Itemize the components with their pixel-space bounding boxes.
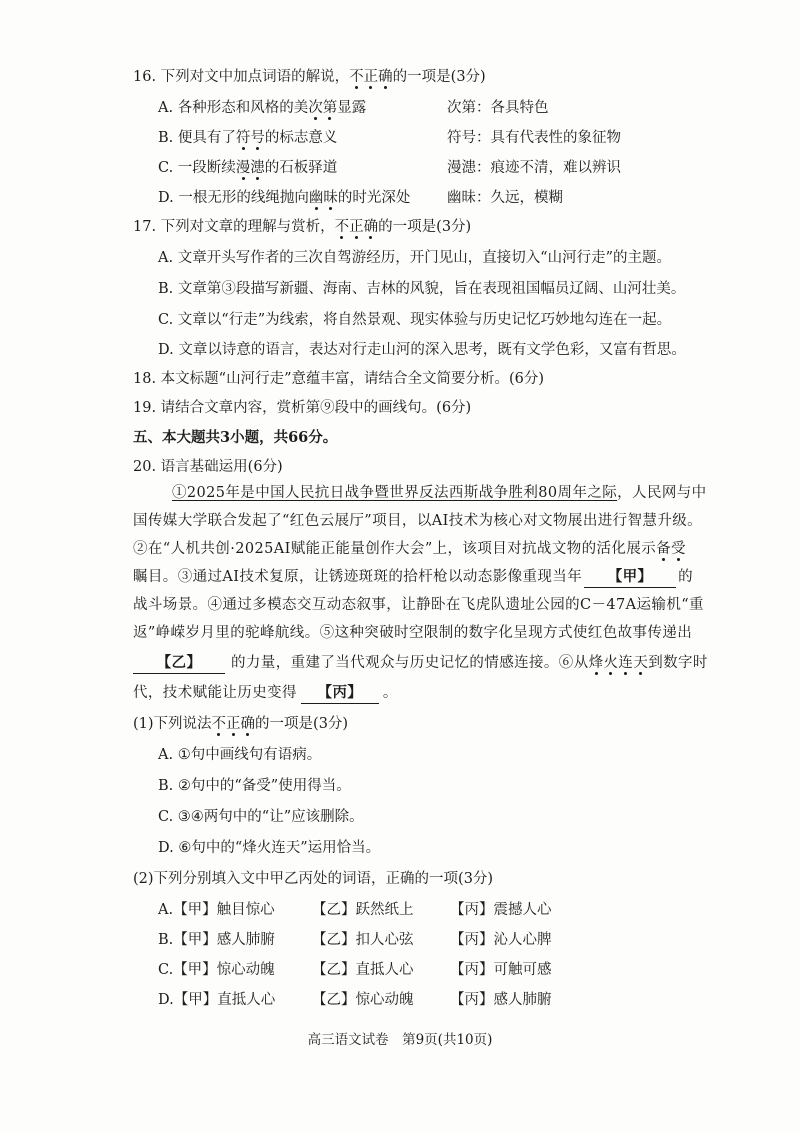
sub2-option-c-jia: C.【甲】惊心动魄 — [158, 962, 275, 978]
sub-question-2-stem: (2)下列分别填入文中甲乙丙处的词语，正确的一项(3分) — [133, 871, 494, 887]
passage-text: ②在“人机共创·2025AI赋能正能量创作大会”上，该项目对抗战文物的活化展示 — [133, 541, 657, 557]
passage-line-7 — [133, 653, 708, 674]
emphasis-char: 昧 — [323, 190, 338, 206]
section-five-heading: 五、本大题共3小题，共66分。 — [133, 429, 338, 446]
q17-option-d: D. 文章以诗意的语言，表达对行走山河的深入思考，既有文学色彩，又富有哲思。 — [158, 342, 686, 358]
passage-text: 的 — [678, 569, 694, 585]
emphasis-char: 漶 — [250, 160, 265, 176]
passage-text: 的力量，重建了当代观众与历史记忆的情感连接。⑥从 — [231, 655, 589, 671]
passage-line-5: 战斗场景。④通过多模态交互动态叙事，让静卧在飞虎队遗址公园的C－47A运输机“重 — [133, 597, 704, 613]
blank-yi: 【乙】 — [133, 653, 225, 674]
option-text: A. 各种形态和风格的美 — [158, 100, 309, 116]
question-17-stem — [133, 217, 471, 237]
emphasized-word — [308, 100, 337, 116]
q17-option-b: B. 文章第③段描写新疆、海南、吉林的风貌，旨在表现祖国幅员辽阔、山河壮美。 — [158, 281, 686, 297]
passage-text: 瞩目。③通过AI技术复原，让锈迹斑斑的拾杆枪以动态影像重现当年 — [133, 569, 583, 585]
sub2-option-d-jia: D.【甲】直抵人心 — [158, 992, 276, 1008]
option-text: B. 便具有了 — [158, 130, 236, 146]
sub2-option-a-bing: 【丙】震撼人心 — [450, 902, 552, 918]
option-text: C. 一段断续 — [158, 160, 236, 176]
underlined-sentence: ①2025年是中国人民抗日战争暨世界反法西斯战争胜利80周年之际 — [172, 485, 618, 501]
sub2-option-b-yi: 【乙】扣人心弦 — [312, 932, 414, 948]
stem-text: 16. 下列对文中加点词语的解说， — [133, 69, 350, 85]
sub1-option-b: B. ②句中的“备受”使用得当。 — [158, 778, 351, 794]
passage-text: 到数字时 — [648, 655, 708, 671]
sub2-option-c-bing: 【丙】可触可感 — [450, 962, 552, 978]
passage-text: 代，技术赋能让历史变得 — [133, 685, 297, 701]
emphasis-char: 号 — [250, 130, 265, 146]
sub2-option-a-jia: A.【甲】触目惊心 — [158, 902, 275, 918]
passage-line-4 — [133, 567, 693, 588]
emphasized-word — [236, 130, 265, 146]
emphasis-char: 连 — [618, 655, 634, 671]
emphasized-word — [656, 541, 686, 557]
emphasis-char: 确 — [378, 69, 393, 85]
sub2-option-b-bing: 【丙】沁人心脾 — [450, 932, 552, 948]
option-text: 的标志意义 — [264, 130, 338, 146]
q16-option-b-left — [158, 128, 337, 148]
emphasis-char: 备 — [656, 541, 672, 557]
q16-option-c-right: 漫漶：痕迹不清，难以辨识 — [447, 160, 621, 176]
stem-text: 的一项是(3分) — [255, 716, 349, 732]
option-text: 显露 — [337, 100, 367, 116]
emphasized-word — [589, 655, 649, 671]
emphasis-char: 不 — [211, 716, 227, 732]
question-20-title: 20. 语言基础运用(6分) — [133, 459, 283, 475]
q17-option-c: C. 文章以“行走”为线索，将自然景观、现实体验与历史记忆巧妙地勾连在一起。 — [158, 312, 672, 328]
emphasis-dots-text — [335, 219, 379, 235]
blank-bing: 【丙】 — [301, 683, 379, 704]
sub2-option-d-bing: 【丙】感人肺腑 — [450, 992, 552, 1008]
passage-line-1 — [172, 483, 707, 503]
emphasis-dots-text — [349, 69, 393, 85]
sub2-option-a-yi: 【乙】跃然纸上 — [312, 902, 414, 918]
page-footer: 高三语文试卷 第9页(共10页) — [307, 1032, 493, 1048]
q16-option-d-left — [158, 188, 410, 208]
emphasis-char: 漫 — [235, 160, 251, 176]
stem-text: 17. 下列对文章的理解与赏析， — [133, 219, 335, 235]
emphasis-char: 次 — [308, 100, 323, 116]
option-text: 的时光深处 — [337, 190, 411, 206]
question-18: 18. 本文标题“山河行走”意蕴丰富，请结合全文简要分析。(6分) — [133, 371, 545, 387]
blank-jia: 【甲】 — [584, 567, 676, 588]
option-text: 的石板驿道 — [264, 160, 338, 176]
emphasis-char: 符 — [235, 130, 251, 146]
emphasis-char: 正 — [363, 69, 379, 85]
emphasis-char: 幽 — [308, 190, 324, 206]
emphasis-char: 火 — [603, 655, 619, 671]
sub1-option-a: A. ①句中画线句有语病。 — [158, 747, 322, 763]
emphasized-word — [236, 160, 265, 176]
emphasis-char: 正 — [226, 716, 241, 732]
sub2-option-d-yi: 【乙】惊心动魄 — [312, 992, 414, 1008]
q17-option-a: A. 文章开头写作者的三次自驾游经历，开门见山，直接切入“山河行走”的主题。 — [158, 250, 672, 266]
q16-option-b-right: 符号：具有代表性的象征物 — [447, 130, 621, 146]
emphasis-char: 不 — [334, 219, 350, 235]
emphasis-char: 第 — [322, 100, 338, 116]
emphasis-char: 确 — [240, 716, 256, 732]
passage-line-6: 返”峥嵘岁月里的驼峰航线。⑤这种突破时空限制的数字化呈现方式使红色故事传递出 — [133, 625, 693, 641]
emphasis-char: 受 — [671, 541, 686, 557]
q16-option-a-left — [158, 98, 366, 118]
question-19: 19. 请结合文章内容，赏析第⑨段中的画线句。(6分) — [133, 400, 472, 416]
passage-text: ，人民网与中 — [617, 485, 707, 501]
stem-text: 的一项是(3分) — [392, 69, 486, 85]
stem-text: 的一项是(3分) — [378, 219, 472, 235]
emphasis-char: 确 — [363, 219, 379, 235]
q16-option-a-right: 次第：各具特色 — [447, 100, 549, 116]
emphasis-char: 不 — [349, 69, 364, 85]
passage-line-3 — [133, 539, 686, 559]
emphasis-char: 烽 — [588, 655, 604, 671]
q16-option-d-right: 幽昧：久远，模糊 — [447, 190, 563, 206]
sub-question-1-stem — [133, 714, 348, 734]
passage-line-2: 国传媒大学联合发起了“红色云展厅”项目，以AI技术为核心对文物展出进行智慧升级。 — [133, 513, 703, 529]
emphasis-char: 正 — [349, 219, 364, 235]
emphasis-dots-text — [212, 716, 256, 732]
sub2-option-c-yi: 【乙】直抵人心 — [312, 962, 414, 978]
question-16-stem — [133, 67, 486, 87]
sub2-option-b-jia: B.【甲】感人肺腑 — [158, 932, 275, 948]
option-text: D. 一根无形的线绳抛向 — [158, 190, 309, 206]
sub1-option-d: D. ⑥句中的“烽火连天”运用恰当。 — [158, 840, 381, 856]
passage-text: 。 — [382, 685, 398, 701]
q16-option-c-left — [158, 158, 337, 178]
emphasized-word — [309, 190, 338, 206]
passage-line-8 — [133, 683, 398, 704]
stem-text: (1)下列说法 — [133, 716, 212, 732]
emphasis-char: 天 — [633, 655, 649, 671]
sub1-option-c: C. ③④两句中的“让”应该删除。 — [158, 809, 364, 825]
